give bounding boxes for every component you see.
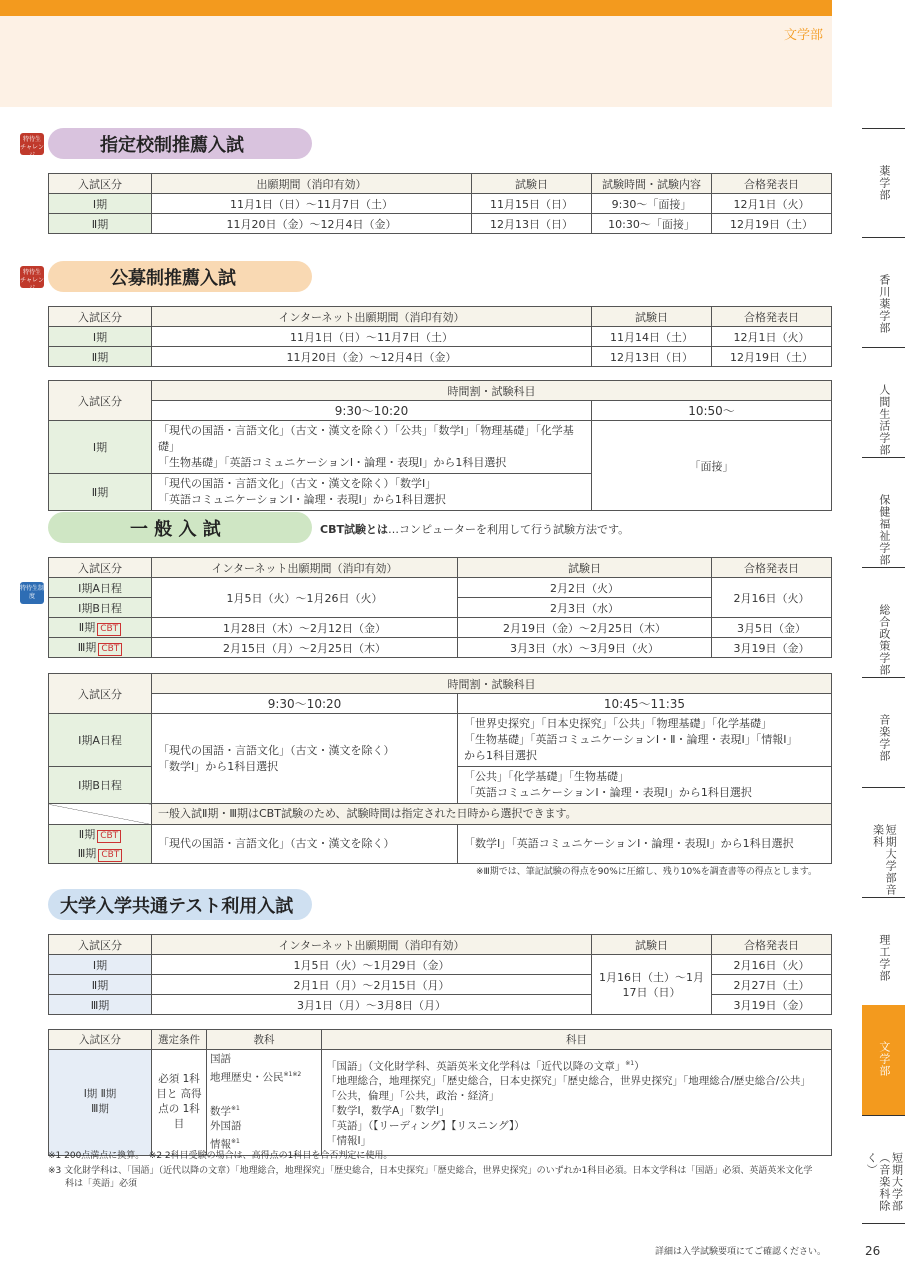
sidebar-tab[interactable]: [862, 457, 905, 567]
note-3: ※3 文化財学科は、「国語」（近代以降の文章）「地理総合，地理探究」「歴史総合，日本史探究」「歴史総合，世界史探究」のいずれか1科目必須。日本文学科は「国語」必須、英語英米文化学 科は「英語」必須: [48, 1166, 813, 1189]
table-ippan-subjects: 入試区分 時間割・試験科目 9:30～10:20 10:45～11:35 Ⅰ期A日程 「現代の国語・言語文化」（古文・漢文を除く） 「数学Ⅰ」から1科目選択 「世界史探究」「日本史探究」「公共」「物理基礎」「化学基礎」 「生物基礎」「英語コミュニケーションⅠ・Ⅱ・論理・表現Ⅰ」「情報Ⅰ」 から1科目選択 Ⅰ期B日程 「公共」「化学基礎」「生物基礎」 「英語コミュニケーションⅠ・論理・表現Ⅰ」から1科目選択 一般入試Ⅱ期・Ⅲ期はCBT試験のため、試験時間は指定された日時から選択できます。 Ⅱ期 CBT Ⅲ期 CBT 「現代の国語・言語文化」（古文・漢文を除く） 「数学Ⅰ」「英語コミュニケーションⅠ・論理・表現Ⅰ」から1科目選択: [48, 673, 832, 864]
sidebar-tab-label: 短期大学部音楽科: [871, 824, 898, 896]
table-koubo-subjects: 入試区分 時間割・試験科目 9:30～10:20 10:50～ Ⅰ期 「現代の国語・言語文化」（古文・漢文を除く）「公共」「数学Ⅰ」「物理基礎」「化学基礎」 「生物基礎」「英語コミュニケーションⅠ・論理・表現Ⅰ」から1科目選択 「面接」 Ⅱ期 「現代の国語・言語文化」（古文・漢文を除く）「数学Ⅰ」 「英語コミュニケーションⅠ・論理・表現Ⅰ」から1科目選択: [48, 380, 832, 511]
section-title-kyotsu: 大学入学共通テスト利用入試: [48, 889, 312, 920]
tokutai-seido-badge: 特待生制度: [20, 582, 44, 604]
tokutai-badge-2: 特待生チャレンジ: [20, 266, 44, 288]
table-koubo: 入試区分 インターネット出願期間（消印有効） 試験日 合格発表日 Ⅰ期 11月1日（日）～11月7日（土） 11月14日（土） 12月1日（火） Ⅱ期 11月20日（金）～12月4日（金） 12月13日（日） 12月19日（土）: [48, 306, 832, 367]
sidebar-tab-label: 人間生活学部: [877, 384, 891, 456]
sidebar-divider: [862, 1223, 905, 1224]
sidebar-tab[interactable]: [862, 787, 905, 897]
sidebar-tab-label: 理工学部: [877, 934, 891, 982]
sidebar-tab[interactable]: [862, 347, 905, 457]
sidebar-tab-label: 保健福祉学部: [877, 494, 891, 566]
table-ippan: 入試区分 インターネット出願期間（消印有効） 試験日 合格発表日 Ⅰ期A日程 1月5日（火）～1月26日（火） 2月2日（火） 2月16日（火） Ⅰ期B日程 2月3日（水） Ⅱ期 CBT 1月28日（木）～2月12日（金） 2月19日（金）～2月25日（木） 3月5日（金） Ⅲ期 CBT 2月15日（月）～2月25日（木） 3月3日（水）～3月9日（火） 3月19日（金）: [48, 557, 832, 658]
sidebar-tab[interactable]: [862, 237, 905, 347]
sidebar-tab[interactable]: [862, 128, 905, 237]
table-kyotsu: 入試区分 インターネット出願期間（消印有効） 試験日 合格発表日 Ⅰ期 1月5日（火）～1月29日（金） 1月16日（土）～1月17日（日） 2月16日（火） Ⅱ期 2月1日（月）～2月15日（月） 2月27日（土） Ⅲ期 3月1日（月）～3月8日（月） 3月19日（金）: [48, 934, 832, 1015]
sidebar-tab-label: 総合政策学部: [877, 604, 891, 676]
section-title-shitei: 指定校制推薦入試: [48, 128, 312, 159]
sidebar-tab[interactable]: [862, 567, 905, 677]
note-1: ※1 200点満点に換算。 ※2 2科目受験の場合は、高得点の1科目を合否判定に使用。: [48, 1151, 393, 1161]
section-title-ippan: 一 般 入 試: [48, 512, 312, 543]
ippan-note: ※Ⅲ期では、筆記試験の得点を90%に圧縮し、残り10%を調査書等の得点とします。: [476, 867, 818, 877]
sidebar-tab-label: 音楽学部: [877, 714, 891, 762]
dept-label: 文学部: [783, 28, 823, 43]
page-number: 26: [865, 1244, 881, 1258]
cbt-explanation: CBT試験とは…コンピューターを利用して行う試験方法です。: [320, 523, 630, 536]
top-bar: [0, 0, 832, 16]
header-band: [0, 16, 832, 107]
sidebar-tab-label: 薬学部: [877, 165, 891, 201]
sidebar-tab[interactable]: [862, 897, 905, 1005]
sidebar-tab[interactable]: [862, 1005, 905, 1115]
section-title-koubo: 公募制推薦入試: [48, 261, 312, 292]
table-shitei: 入試区分 出願期間（消印有効） 試験日 試験時間・試験内容 合格発表日 Ⅰ期 11月1日（日）～11月7日（土） 11月15日（日） 9:30～「面接」 12月1日（火） Ⅱ期 11月20日（金）～12月4日（金） 12月13日（日） 10:30～「面接」 12月19日（土）: [48, 173, 832, 234]
sidebar-tab-label: 短期大学部（音楽科除く）: [865, 1152, 904, 1212]
table-kyotsu-subjects: 入試区分 選定条件 教科 科目 Ⅰ期 Ⅱ期 Ⅲ期 必須 1科目と 高得点の 1科目 国語 地理歴史・公民$^{※1※2}$ 数学$^{※1}$ 外国語 情報$^{※1}$ 「国語」（文化財学科、英語英米文化学科は「近代以降の文章」$^{※1}$） 「地理総合，地理探究」「歴史総合，日本史探究」「歴史総合，世界史探究」「地理総合/歴史総合/公共」 「公共，倫理」「公共，政治・経済」 「数学Ⅰ，数学A」「数学Ⅰ」 「英語」（【リーディング】【リスニング】） 「情報Ⅰ」: [48, 1029, 832, 1156]
sidebar-tab[interactable]: [862, 677, 905, 787]
sidebar-tab-label: 文学部: [877, 1041, 891, 1077]
sidebar-tab[interactable]: [862, 1115, 905, 1223]
sidebar-tab-label: 香川薬学部: [877, 274, 891, 334]
tokutai-badge: 特待生チャレンジ: [20, 133, 44, 155]
footer-text: 詳細は入学試験要項にてご確認ください。: [655, 1247, 827, 1257]
